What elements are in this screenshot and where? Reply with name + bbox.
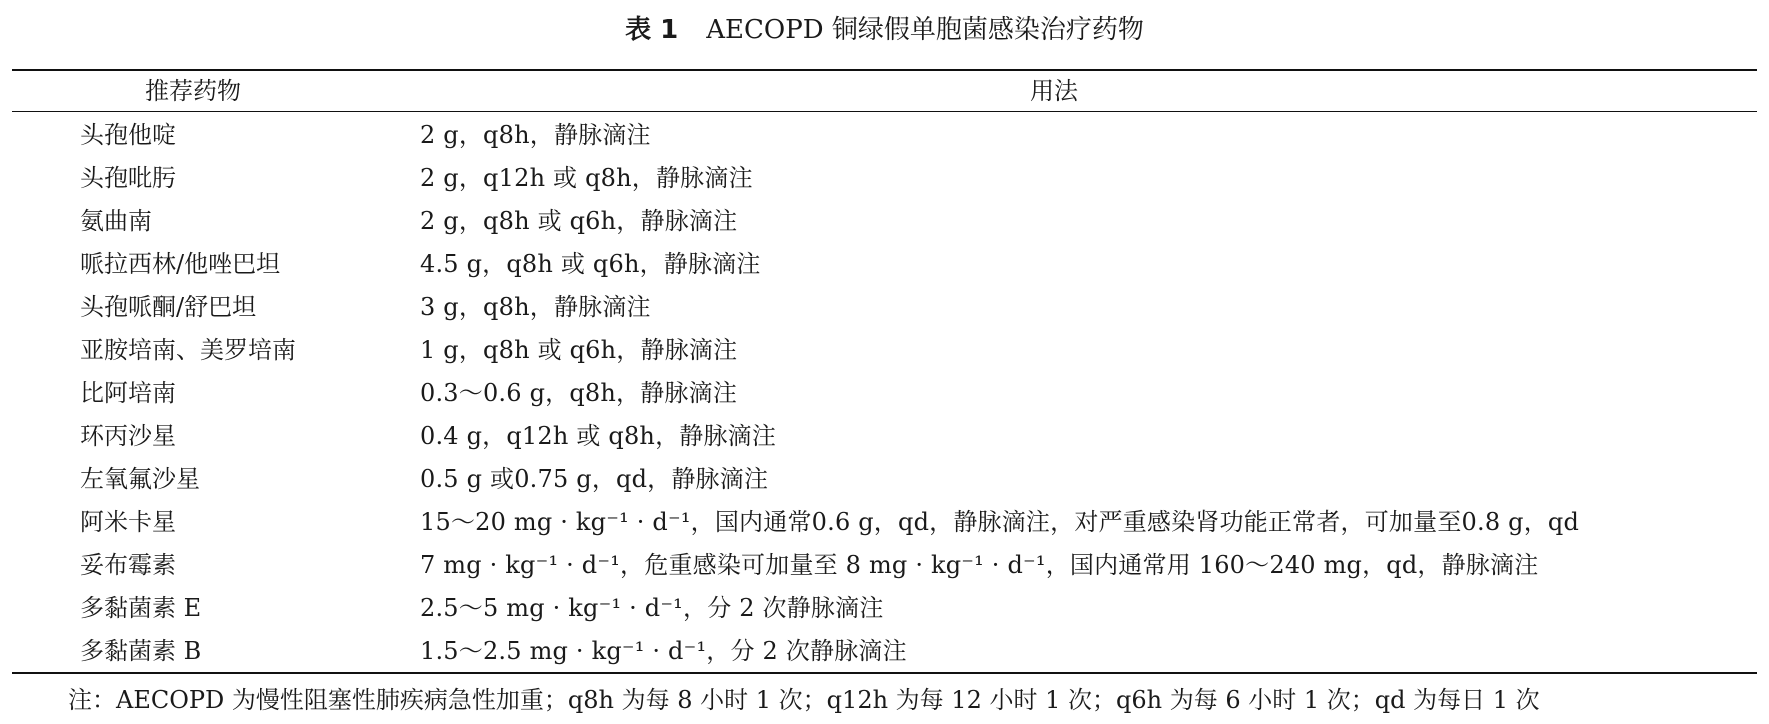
usage-cell: 2 g，q8h，静脉滴注 [420, 121, 651, 149]
header-rule [12, 111, 1757, 112]
drug-name-cell: 环丙沙星 [80, 422, 176, 450]
header-drug: 推荐药物 [145, 77, 241, 105]
usage-cell: 2 g，q12h 或 q8h，静脉滴注 [420, 164, 753, 192]
drug-name-cell: 妥布霉素 [80, 551, 176, 579]
usage-cell: 15～20 mg · kg⁻¹ · d⁻¹，国内通常0.6 g，qd，静脉滴注，对严重感染肾功能正常者，可加量至0.8 g，qd [420, 508, 1580, 536]
drug-name-cell: 哌拉西林/他唑巴坦 [80, 250, 281, 278]
drug-name-cell: 左氧氟沙星 [80, 465, 200, 493]
bottom-rule [12, 672, 1757, 674]
usage-cell: 0.5 g 或0.75 g，qd，静脉滴注 [420, 465, 769, 493]
table-row [0, 630, 1769, 673]
table-caption: AECOPD 铜绿假单胞菌感染治疗药物 [706, 15, 1144, 45]
usage-cell: 4.5 g，q8h 或 q6h，静脉滴注 [420, 250, 761, 278]
table-row [0, 286, 1769, 329]
usage-cell: 3 g，q8h，静脉滴注 [420, 293, 651, 321]
table-row [0, 372, 1769, 415]
table-row [0, 329, 1769, 372]
drug-name-cell: 多黏菌素 E [80, 594, 202, 622]
usage-cell: 1.5～2.5 mg · kg⁻¹ · d⁻¹，分 2 次静脉滴注 [420, 637, 907, 665]
usage-cell: 0.4 g，q12h 或 q8h，静脉滴注 [420, 422, 777, 450]
table-row [0, 501, 1769, 544]
header-usage: 用法 [1030, 77, 1078, 105]
table-body [0, 114, 1769, 673]
usage-cell: 7 mg · kg⁻¹ · d⁻¹，危重感染可加量至 8 mg · kg⁻¹ · d⁻¹，国内通常用 160～240 mg，qd，静脉滴注 [420, 551, 1539, 579]
usage-cell: 0.3～0.6 g，q8h，静脉滴注 [420, 379, 738, 407]
drug-name-cell: 多黏菌素 B [80, 637, 202, 665]
table-row [0, 458, 1769, 501]
table-note: 注：AECOPD 为慢性阻塞性肺疾病急性加重；q8h 为每 8 小时 1 次；q12h 为每 12 小时 1 次；q6h 为每 6 小时 1 次；qd 为每日 1 次 [68, 686, 1540, 714]
usage-cell: 2.5～5 mg · kg⁻¹ · d⁻¹，分 2 次静脉滴注 [420, 594, 884, 622]
usage-cell: 1 g，q8h 或 q6h，静脉滴注 [420, 336, 738, 364]
table-title [0, 10, 1769, 50]
drug-name-cell: 头孢他啶 [80, 121, 176, 149]
drug-name-cell: 头孢吡肟 [80, 164, 176, 192]
drug-name-cell: 氨曲南 [80, 207, 152, 235]
table-row [0, 114, 1769, 157]
drug-name-cell: 头孢哌酮/舒巴坦 [80, 293, 257, 321]
table-header [0, 71, 1769, 111]
usage-cell: 2 g，q8h 或 q6h，静脉滴注 [420, 207, 738, 235]
table-row [0, 243, 1769, 286]
drug-name-cell: 阿米卡星 [80, 508, 176, 536]
table-row [0, 200, 1769, 243]
table-row [0, 157, 1769, 200]
table-row [0, 415, 1769, 458]
table-row [0, 544, 1769, 587]
table-number: 表 1 [625, 15, 679, 45]
drug-name-cell: 亚胺培南、美罗培南 [80, 336, 296, 364]
drug-name-cell: 比阿培南 [80, 379, 176, 407]
table-row [0, 587, 1769, 630]
